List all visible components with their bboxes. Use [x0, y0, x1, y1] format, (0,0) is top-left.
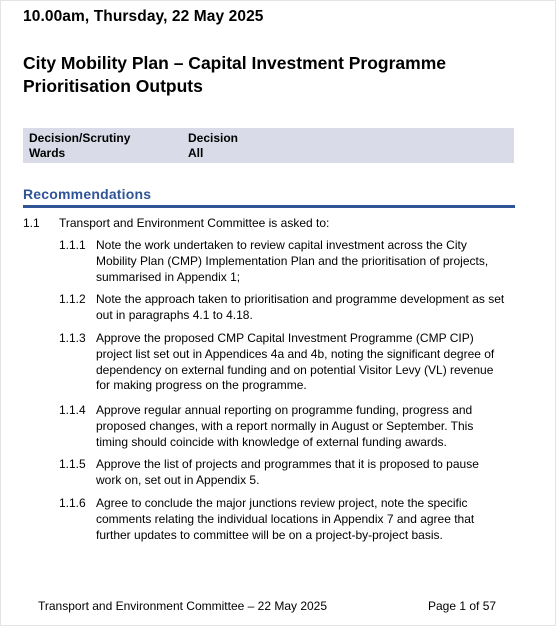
item-number: 1.1.2	[59, 292, 86, 306]
section-divider	[23, 205, 515, 208]
recommendation-item	[59, 496, 509, 546]
decision-type-labels	[29, 131, 130, 160]
meeting-time: 10.00am, Thursday, 22 May 2025	[23, 8, 264, 25]
wards-value: All	[188, 145, 204, 160]
recommendation-item	[59, 292, 509, 326]
footer-page-number: Page 1 of 57	[428, 599, 497, 613]
recommendation-item	[59, 331, 509, 397]
item-number: 1.1.6	[59, 496, 86, 510]
paragraph-text: Transport and Environment Committee is asked to:	[59, 216, 330, 230]
report-title: City Mobility Plan – Capital Investment Programme Prioritisation Outputs	[23, 53, 447, 96]
item-text: Note the approach taken to prioritisation and programme development as set out in paragraphs 4.1 to 4.18.	[96, 292, 505, 322]
recommendation-intro	[23, 216, 515, 232]
item-text: Note the work undertaken to review capital investment across the City Mobility Plan (CMP) Implementation Plan and the prioritisation of projects, summarised in Appendix 1;	[96, 238, 489, 284]
recommendation-item	[59, 457, 509, 491]
item-text: Agree to conclude the major junctions review project, note the specific comments relating the individual locations in Appendix 7 and agree that further updates to committee will be on a project-by-project basis.	[96, 496, 475, 542]
recommendation-item	[59, 238, 509, 288]
recommendations-heading: Recommendations	[23, 186, 152, 202]
item-text: Approve the list of projects and programmes that it is proposed to pause work on, set out in Appendix 5.	[96, 457, 479, 487]
footer-committee-date: Transport and Environment Committee – 22 May 2025	[38, 599, 328, 613]
decision-value: Decision	[188, 131, 239, 145]
item-number: 1.1.3	[59, 331, 86, 345]
recommendation-item	[59, 403, 509, 453]
paragraph-number: 1.1	[23, 216, 40, 230]
item-number: 1.1.4	[59, 403, 86, 417]
wards-label: Wards	[29, 145, 66, 160]
item-number: 1.1.1	[59, 238, 86, 252]
decision-scrutiny-label: Decision/Scrutiny	[29, 131, 131, 145]
decision-type-values	[188, 131, 238, 160]
item-text: Approve regular annual reporting on programme funding, progress and proposed changes, with a report normally in August or September. This timing should coincide with knowledge of external funding awards.	[96, 403, 474, 449]
item-text: Approve the proposed CMP Capital Investment Programme (CMP CIP) project list set out in Appendices 4a and 4b, noting the significant degree of dependency on external funding and on potential Visitor Levy (VL) revenue for making progress on the programme.	[96, 331, 495, 393]
item-number: 1.1.5	[59, 457, 86, 471]
decision-box	[23, 128, 514, 163]
